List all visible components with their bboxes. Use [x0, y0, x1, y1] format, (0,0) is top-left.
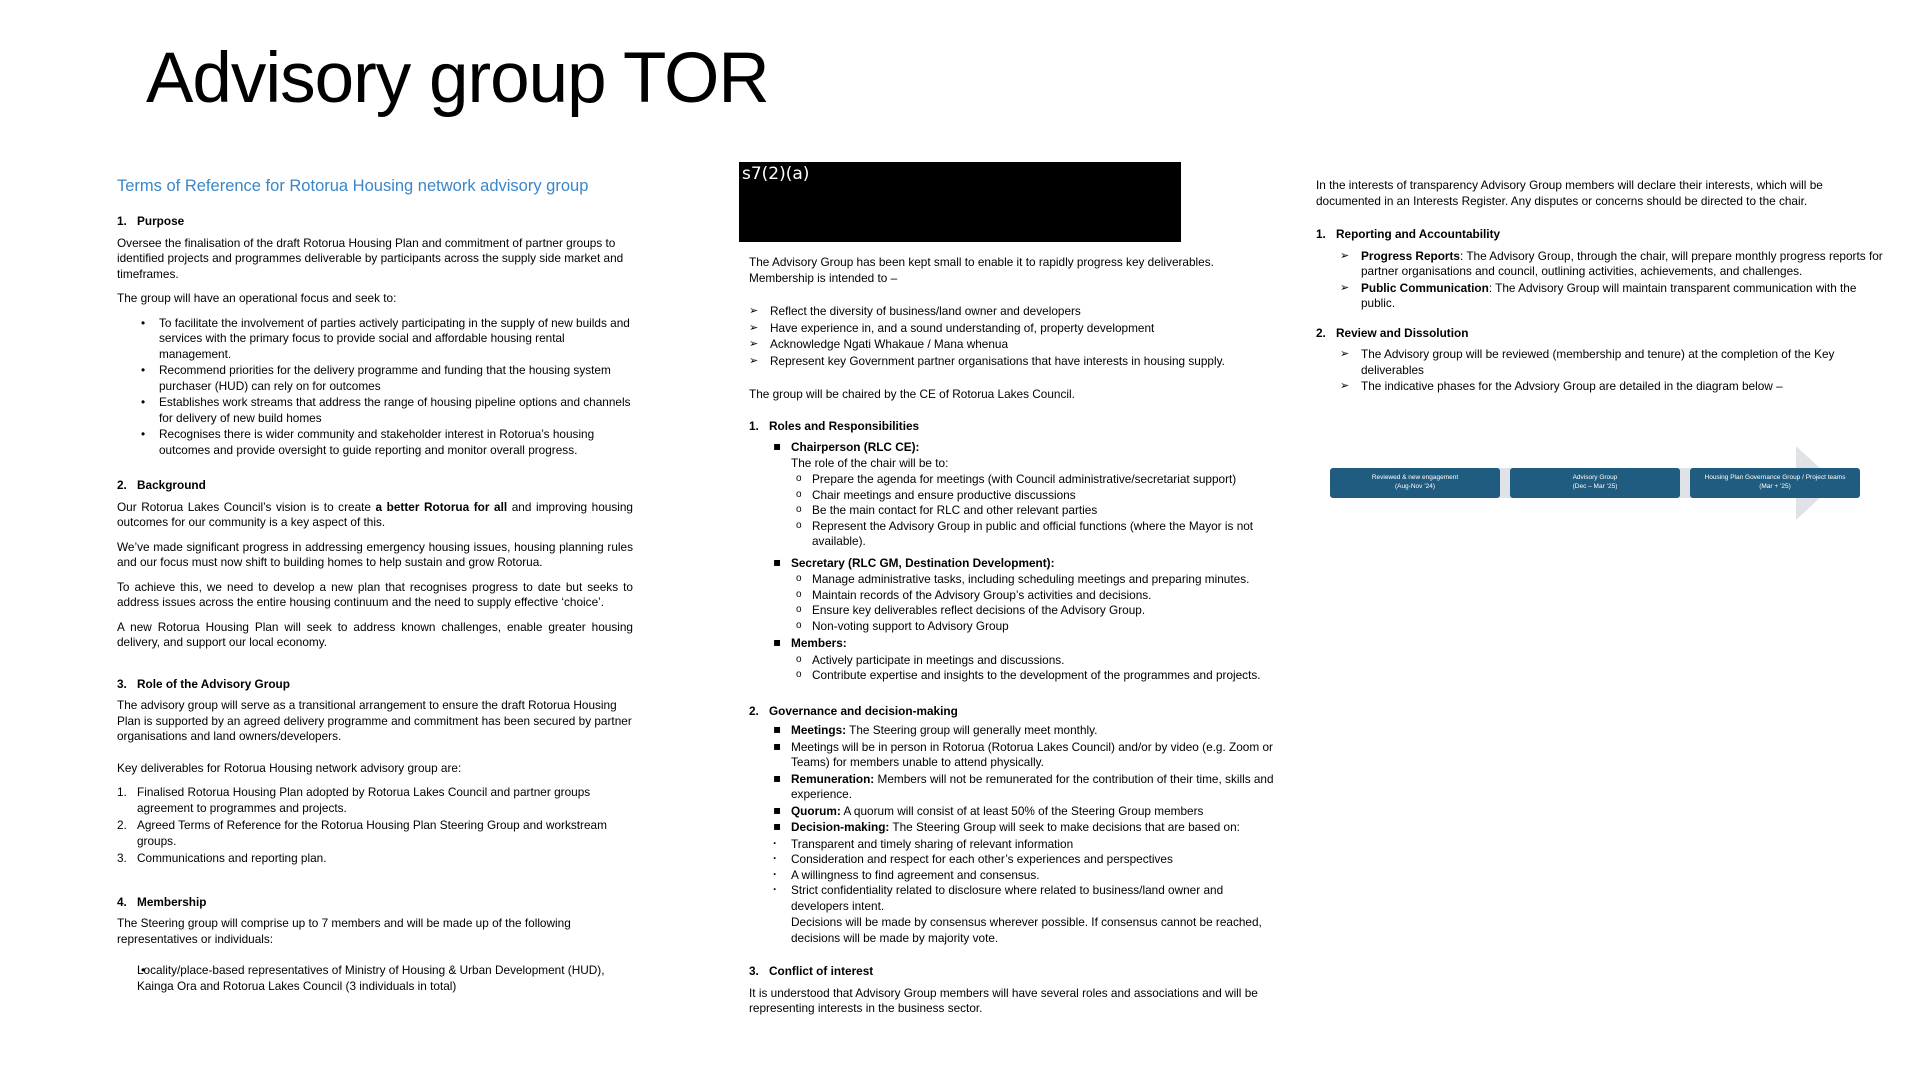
section-title: Roles and Responsibilities [769, 418, 920, 433]
item-label: Decision-making: [791, 820, 890, 834]
list-item [117, 785, 633, 816]
item-text: Communications and reporting plan. [137, 851, 327, 865]
list-item: o Chair meetings and ensure productive discussions [770, 488, 1277, 504]
interests-paragraph: In the interests of transparency Advisory Group members will declare their interests, which will be documented in an Interests Register. Any disputes or concerns should be directed to the chair. [1316, 178, 1823, 208]
list-item [749, 723, 1277, 739]
chair-duties [770, 472, 1277, 550]
item-label: Meetings: [791, 723, 847, 737]
list-item: ➢ Acknowledge Ngati Whakaue / Mana whenua [749, 337, 1277, 353]
list-item: · Strict confidentiality related to disclosure where related to business/land owner and developers intent. [771, 883, 1277, 914]
item-text: Finalised Rotorua Housing Plan adopted by Rotorua Lakes Council and partner groups agreement to programmes and projects. [137, 785, 591, 815]
item-label: Remuneration: [791, 771, 875, 786]
item-number: 2. [117, 818, 127, 832]
section-number: 4. [117, 894, 127, 909]
section-number: 2. [117, 478, 127, 492]
list-item: o Maintain records of the Advisory Group’s activities and decisions. [770, 588, 1277, 604]
item-label: Progress Reports [1361, 248, 1460, 263]
item-label: Quorum: [791, 803, 841, 818]
phase-dates: (Aug-Nov ’24) [1394, 483, 1436, 490]
right-column [1316, 178, 1886, 396]
list-item: o Prepare the agenda for meetings (with Council administrative/secretariat support) [770, 472, 1277, 488]
list-item: o Ensure key deliverables reflect decisions of the Advisory Group. [770, 603, 1277, 619]
middle-column [749, 255, 1277, 1026]
section-title: Role of the Advisory Group [137, 676, 290, 691]
list-item [117, 818, 633, 849]
vision-text-end: and improving housing outcomes for our community is a key aspect of this. [117, 499, 633, 529]
deliverables-list [117, 785, 633, 867]
review-heading [1316, 326, 1886, 342]
secretary-block [749, 556, 1277, 572]
chairperson-title: Chairperson (RLC CE): [791, 440, 920, 454]
chairperson-block [749, 440, 1277, 471]
reporting-list [1316, 249, 1886, 312]
section-number: 1. [749, 418, 759, 433]
roles-heading [749, 419, 1277, 435]
doc-heading: Terms of Reference for Rotorua Housing network advisory group [117, 177, 589, 195]
background-achieve: To achieve this, we need to develop a new plan that recognises progress to date but seeks to address issues across the entire housing continuum and the need to supply effective ‘choice’. [117, 579, 633, 609]
list-item: · A willingness to find agreement and consensus. [771, 868, 1277, 884]
list-item [749, 820, 1277, 836]
list-item: • Establishes work streams that address the range of housing pipeline options and channels for delivery of new build homes [117, 395, 633, 426]
item-text: Meetings will be in person in Rotorua (Rotorua Lakes Council) and/or by video (e.g. Zoom or Teams) for members unable to attend physically. [791, 739, 1273, 769]
list-item: ➢ The Advisory group will be reviewed (membership and tenure) at the completion of the Key deliverables [1316, 347, 1886, 378]
list-item: · Transparent and timely sharing of relevant information [771, 837, 1277, 853]
list-item: o Be the main contact for RLC and other relevant parties [770, 503, 1277, 519]
list-item: o Actively participate in meetings and discussions. [770, 653, 1277, 669]
section-number: 1. [1316, 227, 1326, 241]
list-item [117, 851, 633, 867]
purpose-paragraph: Oversee the finalisation of the draft Rotorua Housing Plan and commitment of partner groups to identified projects and programmes deliverable by participants across the supply side market and timeframes. [117, 235, 624, 281]
list-item: ➢ Have experience in, and a sound understanding of, property development [749, 321, 1277, 337]
governance-list [749, 723, 1277, 836]
section-number: 3. [749, 964, 759, 978]
list-item [749, 804, 1277, 820]
section-title: Reporting and Accountability [1336, 227, 1501, 241]
list-item: · Consideration and respect for each other’s experiences and perspectives [771, 852, 1277, 868]
background-progress: We’ve made significant progress in addressing emergency housing issues, housing planning rules and our focus must now shift to building homes to help sustain and grow Rotorua. [117, 539, 633, 569]
list-item [1316, 249, 1886, 280]
membership-intended-list [749, 304, 1277, 369]
phase-dates: (Dec – Mar ’25) [1572, 483, 1618, 490]
item-number: 1. [117, 785, 127, 799]
decision-criteria [749, 837, 1277, 915]
purpose-heading [117, 214, 633, 230]
section-title: Review and Dissolution [1336, 325, 1469, 340]
slide-title: Advisory group TOR [146, 39, 769, 118]
role-heading [117, 677, 633, 693]
list-item: ➢ Reflect the diversity of business/land owner and developers [749, 304, 1277, 320]
list-item: • Locality/place-based representatives of Ministry of Housing & Urban Development (HUD), Kainga Ora and Rotorua Lakes Council (3 individuals in total) [117, 963, 633, 994]
section-number: 2. [749, 703, 759, 718]
secretary-duties [770, 572, 1277, 634]
conflict-heading [749, 964, 1277, 980]
purpose-focus: The group will have an operational focus and seek to: [117, 291, 397, 305]
redaction-block: s7(2)(a) [739, 162, 1181, 242]
left-column [117, 176, 633, 1004]
membership-heading [117, 895, 633, 911]
item-label: Public Communication [1361, 280, 1489, 295]
section-title: Background [137, 478, 206, 492]
chairperson-intro: The role of the chair will be to: [791, 455, 949, 470]
vision-bold: a better Rotorua for all [375, 499, 508, 514]
members-duties [770, 653, 1277, 684]
list-item: o Non-voting support to Advisory Group [770, 619, 1277, 635]
list-item [749, 772, 1277, 803]
role-paragraph: The advisory group will serve as a transitional arrangement to ensure the draft Rotorua Housing Plan is supported by an agreed delivery programme and commitment has been secured by partner organisations and land owners/developers. [117, 698, 632, 743]
item-text: The Steering group will generally meet monthly. [846, 723, 1098, 737]
secretary-title: Secretary (RLC GM, Destination Development): [791, 555, 1055, 570]
vision-text-start: Our Rotorua Lakes Council’s vision is to create [117, 499, 376, 514]
item-text: A quorum will consist of at least 50% of the Steering Group members [840, 803, 1204, 818]
list-item: ➢ Represent key Government partner organisations that have interests in housing supply. [749, 354, 1277, 370]
item-text: The Steering Group will seek to make decisions that are based on: [889, 820, 1240, 834]
phase-box-1 [1330, 468, 1500, 498]
membership-intro: The Advisory Group has been kept small to enable it to rapidly progress key deliverables. Membership is intended to – [749, 255, 1214, 285]
section-title: Conflict of interest [769, 964, 874, 978]
consensus-note: Decisions will be made by consensus wherever possible. If consensus cannot be reached, decisions will be made by majority vote. [791, 915, 1262, 945]
item-number: 3. [117, 851, 127, 865]
phase-box-3 [1690, 468, 1860, 498]
list-item: o Manage administrative tasks, including scheduling meetings and preparing minutes. [770, 572, 1277, 588]
section-number: 2. [1316, 325, 1326, 340]
section-title: Membership [137, 894, 207, 909]
list-item: o Represent the Advisory Group in public and official functions (where the Mayor is not available). [770, 519, 1277, 550]
phase-box-2 [1510, 468, 1680, 498]
purpose-bullets [117, 316, 633, 459]
phase-label: Housing Plan Governance Group / Project teams [1704, 474, 1846, 481]
reporting-heading [1316, 227, 1886, 243]
phase-label: Reviewed & new engagement [1371, 474, 1459, 481]
list-item: • Recommend priorities for the delivery programme and funding that the housing system purchaser (HUD) can rely on for outcomes [117, 363, 633, 394]
list-item [1316, 281, 1886, 312]
membership-bullets [117, 963, 633, 994]
background-heading [117, 478, 633, 494]
conflict-paragraph: It is understood that Advisory Group members will have several roles and associations and will be representing interests in the business sector. [749, 985, 1258, 1015]
role-deliverables-intro: Key deliverables for Rotorua Housing network advisory group are: [117, 760, 462, 775]
list-item: ➢ The indicative phases for the Advsiory Group are detailed in the diagram below – [1316, 379, 1886, 395]
list-item: • To facilitate the involvement of parties actively participating in the supply of new builds and services with the primary focus to provide social and affordable housing rental management. [117, 316, 633, 363]
list-item: o Contribute expertise and insights to the development of the programmes and projects. [770, 668, 1277, 684]
list-item: • Recognises there is wider community and stakeholder interest in Rotorua’s housing outcomes and provide oversight to guide reporting and monitor overall progress. [117, 427, 633, 458]
item-text: Members will not be remunerated for the contribution of their time, skills and experience. [791, 771, 1274, 801]
members-title: Members: [791, 636, 847, 650]
phase-dates: (Mar + ’25) [1759, 483, 1791, 490]
background-plan: A new Rotorua Housing Plan will seek to address known challenges, enable greater housing delivery, and support our local economy. [117, 619, 633, 649]
section-number: 3. [117, 676, 127, 691]
item-text: Agreed Terms of Reference for the Rotorua Housing Plan Steering Group and workstream groups. [137, 818, 607, 848]
list-item [749, 740, 1277, 771]
membership-paragraph: The Steering group will comprise up to 7 members and will be made up of the following representatives or individuals: [117, 916, 571, 946]
item-text: : The Advisory Group, through the chair, will prepare monthly progress reports for partner organisations and council, outlining activities, achievements, and challenges. [1361, 248, 1883, 278]
section-number: 1. [117, 214, 127, 228]
phase-label: Advisory Group [1572, 474, 1618, 481]
governance-heading [749, 704, 1277, 720]
chaired-by: The group will be chaired by the CE of Rotorua Lakes Council. [749, 387, 1075, 401]
background-vision [117, 500, 633, 531]
review-list [1316, 347, 1886, 395]
section-title: Governance and decision-making [769, 703, 958, 718]
item-text: : The Advisory Group will maintain transparent communication with the public. [1361, 280, 1857, 310]
section-title: Purpose [137, 214, 185, 228]
members-block [749, 636, 1277, 652]
phases-diagram [1330, 446, 1866, 520]
